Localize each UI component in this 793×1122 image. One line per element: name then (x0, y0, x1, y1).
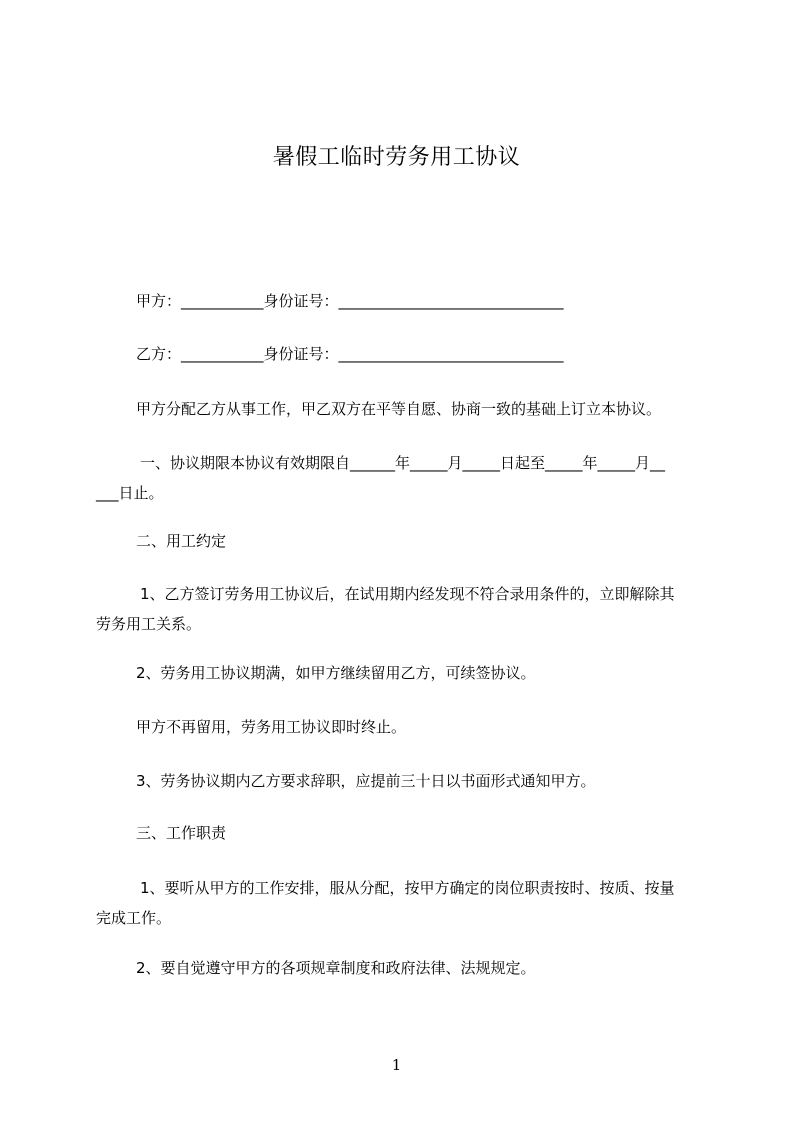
section2-item3-paragraph: 3、劳务协议期内乙方要求辞职，应提前三十日以书面形式通知甲方。 (136, 772, 596, 790)
section2-heading: 二、用工约定 (136, 532, 227, 550)
section2-item2-note: 甲方不再留用，劳务用工协议即时终止。 (136, 718, 407, 736)
section1-term-paragraph (96, 448, 712, 508)
document-title: 暑假工临时劳务用工协议 (272, 145, 521, 170)
section3-item1-text: 1、要听从甲方的工作安排，服从分配，按甲方确定的岗位职责按时、按质、按量 完成工作。 (96, 879, 675, 927)
page-number: 1 (391, 1056, 402, 1074)
section2-item2-paragraph: 2、劳务用工协议期满，如甲方继续留用乙方，可续签协议。 (136, 664, 536, 682)
party-a-line: 甲方：___________身份证号：______________________________ (136, 292, 564, 310)
party-b-line: 乙方：___________身份证号：______________________________ (136, 345, 564, 363)
section2-item1-paragraph (96, 579, 712, 639)
intro-paragraph: 甲方分配乙方从事工作，甲乙双方在平等自愿、协商一致的基础上订立本协议。 (136, 400, 662, 418)
section3-item1-paragraph (96, 873, 712, 933)
section2-item1-text: 1、乙方签订劳务用工协议后，在试用期内经发现不符合录用条件的，立即解除其 劳务用工关系。 (96, 585, 675, 633)
section1-term-text: 一、协议期限本协议有效期限自______年_____月_____日起至_____年_____月__ ___日止。 (96, 454, 666, 502)
section3-heading: 三、工作职责 (136, 824, 227, 842)
section3-item2-paragraph: 2、要自觉遵守甲方的各项规章制度和政府法律、法规规定。 (136, 959, 536, 977)
